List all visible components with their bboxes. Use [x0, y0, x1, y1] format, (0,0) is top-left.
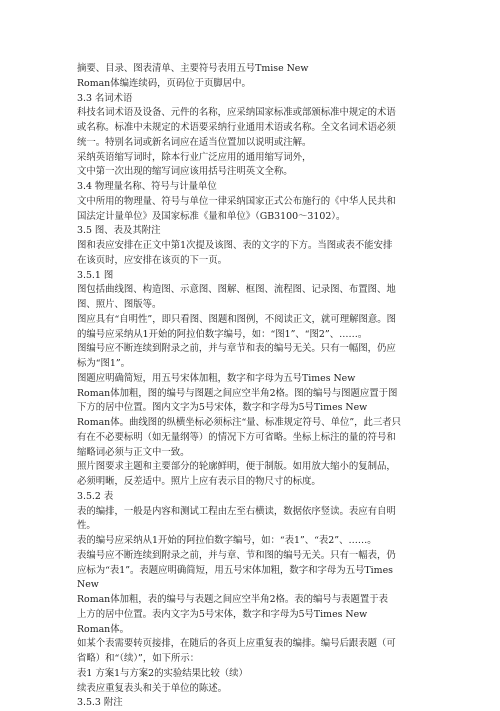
text-line: 图应具有“自明性”，即只看图、图题和图例，不阅读正文，就可理解图意。图 [77, 313, 396, 325]
text-line: 上方的居中位置。表内文字为5号宋体，数字和字母为5号Times New [77, 608, 368, 620]
text-line: 文中第一次出现的缩写词应该用括号注明英文全称。 [77, 166, 293, 178]
text-line: 科技名词术语及设备、元件的名称，应采纳国家标准或部颁标准中规定的术语 [77, 107, 396, 119]
text-line: 续表应重复表头和关于单位的陈述。 [77, 682, 228, 694]
text-line: 应标为“表1”。表题应明确简短，用五号宋体加粗，数字和字母为五号Times [77, 564, 393, 576]
text-line: 必须明晰，反差适中。照片上应有表示目的物尺寸的标度。 [77, 476, 321, 487]
subsection-heading: 3.5.2 表 [77, 490, 114, 502]
text-line: 如某个表需要转页接排，在随后的各页上应重复表的编排。编号后跟表题（可 [77, 638, 396, 650]
text-line: 在该页时，应安排在该页的下一页。 [77, 254, 228, 266]
text-line: 表的编排，一般是内容和测试工程由左至右横读，数据依序竖读。表应有自明 [77, 505, 396, 517]
document-page [77, 62, 425, 711]
text-line: 图包括曲线图、构造图、示意图、图解、框图、流程图、记录图、布置图、地 [77, 284, 396, 296]
text-line: 图题应明确简短，用五号宋体加粗，数字和字母为五号Times New [77, 372, 356, 384]
text-line: 照片图要求主题和主要部分的轮廓鲜明，便于制版。如用放大缩小的复制品， [77, 461, 396, 473]
text-line: 表编号应不断连续到附录之前，并与章、节和图的编号无关。只有一幅表，仍 [77, 549, 396, 561]
text-line: 统一。特别名词或新名词应在适当位置加以说明或注解。 [77, 136, 312, 148]
text-line: 图编号应不断连续到附录之前，并与章节和表的编号无关。只有一幅图，仍应 [77, 343, 396, 355]
text-line: Roman体加粗，表的编号与表题之间应空半角2格。表的编号与表题置于表 [77, 594, 389, 605]
section-heading: 3.3 名词术语 [77, 92, 133, 104]
text-line: 或名称。标准中未规定的术语要采纳行业通用术语或名称。全文名词术语必须 [77, 122, 396, 133]
text-line: 文中所用的物理量、符号与单位一律采纳国家正式公布施行的《中华人民共和 [77, 195, 396, 207]
section-heading: 3.4 物理量名称、符号与计量单位 [77, 181, 217, 192]
text-line: Roman体。 [77, 623, 129, 635]
text-line: 缩略词必须与正文中一致。 [77, 446, 190, 458]
subsection-heading: 3.5.1 图 [77, 269, 114, 281]
text-line: 表的编号应采纳从1开始的阿拉伯数字编号，如：“表1”、“表2”、……。 [77, 535, 377, 546]
text-line: Roman体编连续码，页码位于页脚居中。 [77, 77, 251, 89]
text-line: 下方的居中位置。图内文字为5号宋体，数字和字母为5号Times New [77, 402, 368, 414]
text-line: Roman体。曲线图的纵横坐标必须标注“量、标准规定符号、单位”，此三者只 [77, 417, 402, 428]
text-line: 有在不必要标明（如无量纲等）的情况下方可省略。坐标上标注的量的符号和 [77, 431, 396, 443]
text-line: 表1 方案1与方案2的实验结果比较（续） [77, 667, 248, 679]
text-line: 图和表应安排在正文中第1次提及该图、表的文字的下方。当图或表不能安排 [77, 240, 393, 251]
text-line: 国法定计量单位》及国家标准《量和单位》（GB3100～3102）。 [77, 210, 346, 222]
text-line: 标为“图1”。 [77, 358, 131, 369]
text-line: 图、照片、图版等。 [77, 299, 162, 310]
text-line: 采纳英语缩写词时，除本行业广泛应用的通用缩写词外， [77, 151, 312, 163]
text-line: 性。 [77, 520, 96, 532]
text-line: 摘要、目录、图表清单、主要符号表用五号Tmise New [77, 63, 309, 74]
text-line: New [77, 579, 99, 591]
subsection-heading: 3.5.3 附注 [77, 697, 123, 709]
section-heading: 3.5 图、表及其附注 [77, 225, 161, 237]
text-line: 省略）和“（续）”，如下所示： [77, 653, 200, 664]
text-line: Roman体加粗，图的编号与图题之间应空半角2格。图的编号与图题应置于图 [77, 387, 398, 399]
text-line: 的编号应采纳从1开始的阿拉伯数字编号，如：“图1”、“图2”、……。 [77, 328, 368, 340]
